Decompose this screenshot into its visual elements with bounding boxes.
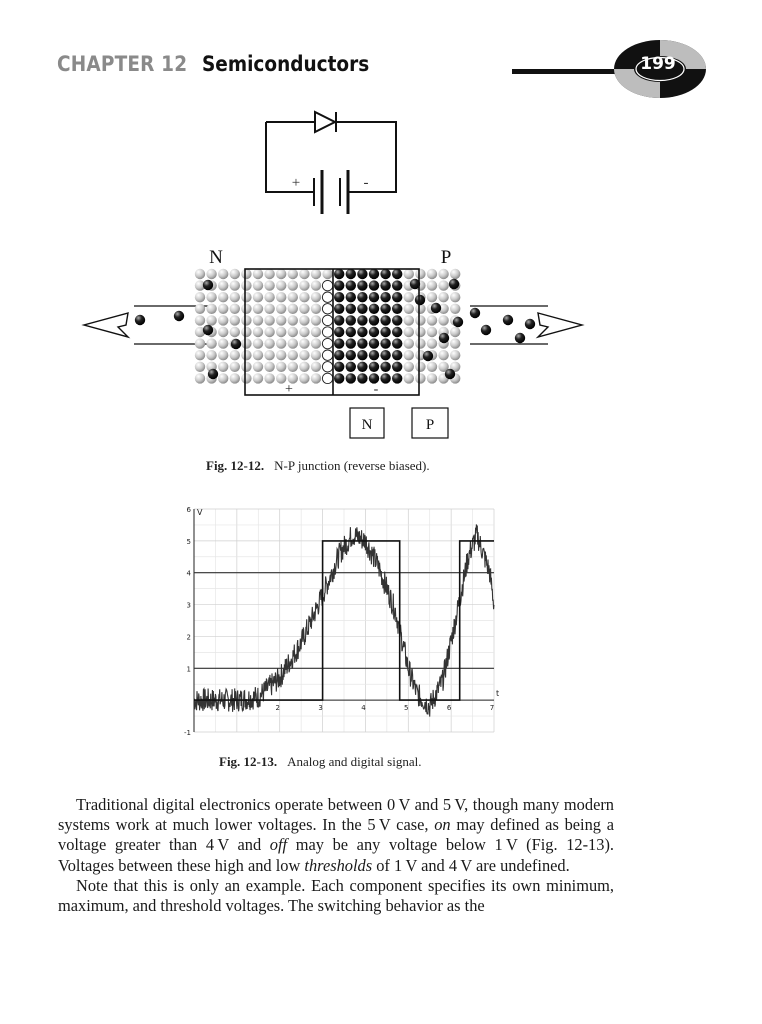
electron-ball [357, 338, 367, 348]
atom-ball [264, 327, 274, 337]
box-n-label: N [361, 417, 373, 433]
chart-ylabel: V [197, 508, 203, 517]
electron-ball [346, 315, 356, 325]
atom-ball [241, 315, 251, 325]
electron-ball [369, 280, 379, 290]
y-tick-label: 1 [186, 665, 191, 674]
electron-ball [334, 338, 344, 348]
electron-ball [346, 350, 356, 360]
electron-ball [392, 292, 402, 302]
electron-ball [423, 351, 433, 361]
electron-ball [453, 317, 463, 327]
atom-ball [218, 304, 228, 314]
electron-ball [334, 315, 344, 325]
atom-ball [264, 292, 274, 302]
atom-ball [299, 350, 309, 360]
atom-ball [218, 327, 228, 337]
atom-ball [195, 338, 205, 348]
electron-ball [439, 333, 449, 343]
electron-ball [503, 315, 513, 325]
electron-ball [369, 362, 379, 372]
electron-ball [392, 350, 402, 360]
p1-run-6: of 1 V and 4 V are undefined. [372, 855, 570, 875]
electron-ball [369, 338, 379, 348]
atom-ball [195, 269, 205, 279]
atom-ball [218, 338, 228, 348]
y-tick-label: 5 [186, 537, 191, 546]
electron-ball [334, 350, 344, 360]
hole-ball [322, 327, 332, 337]
electron-ball [357, 292, 367, 302]
atom-ball [288, 292, 298, 302]
electron-ball [380, 373, 390, 383]
atom-ball [253, 338, 263, 348]
atom-ball [195, 362, 205, 372]
electron-ball [369, 327, 379, 337]
hole-ball [322, 280, 332, 290]
electron-ball [334, 362, 344, 372]
electron-ball [380, 315, 390, 325]
analog-digital-chart [172, 500, 506, 738]
arrow-left-icon [84, 313, 128, 337]
x-tick-label: 5 [404, 704, 409, 713]
electron-ball [392, 362, 402, 372]
body-text [58, 795, 614, 916]
electron-ball [346, 362, 356, 372]
atom-ball [195, 373, 205, 383]
atom-ball [450, 350, 460, 360]
electron-ball [357, 280, 367, 290]
p1-run-3: off [269, 835, 288, 855]
atom-ball [299, 373, 309, 383]
atom-ball [299, 269, 309, 279]
atom-ball [438, 292, 448, 302]
hole-ball [322, 304, 332, 314]
atom-ball [195, 315, 205, 325]
electron-ball [346, 304, 356, 314]
atom-ball [276, 280, 286, 290]
x-tick-label: 7 [489, 704, 495, 713]
atom-ball [241, 304, 251, 314]
electron-ball [380, 362, 390, 372]
electron-ball [392, 304, 402, 314]
figure1-caption-text: N-P junction (reverse biased). [274, 458, 430, 473]
atom-ball [450, 327, 460, 337]
atom-ball [206, 315, 216, 325]
atom-ball [404, 350, 414, 360]
atom-ball [311, 327, 321, 337]
electron-ball [334, 327, 344, 337]
atom-ball [264, 269, 274, 279]
atom-ball [438, 280, 448, 290]
electron-ball [380, 280, 390, 290]
x-tick-label: 2 [275, 704, 280, 713]
atom-ball [253, 304, 263, 314]
electron-ball [445, 369, 455, 379]
atom-ball [276, 362, 286, 372]
atom-ball [253, 350, 263, 360]
electron-ball [203, 325, 213, 335]
atom-ball [299, 327, 309, 337]
diode-circuit [266, 112, 396, 214]
atom-ball [311, 373, 321, 383]
atom-ball [276, 292, 286, 302]
electron-ball [369, 292, 379, 302]
atom-ball [230, 304, 240, 314]
atom-ball [427, 269, 437, 279]
page-header [0, 0, 762, 100]
chart-xlabel: t [496, 689, 500, 699]
atom-ball [230, 373, 240, 383]
electron-ball [334, 304, 344, 314]
atom-ball [288, 280, 298, 290]
atom-ball [253, 292, 263, 302]
atom-ball [427, 292, 437, 302]
electron-ball [380, 269, 390, 279]
atom-ball [276, 338, 286, 348]
p1-run-1: on [434, 815, 451, 835]
atom-ball [438, 315, 448, 325]
atom-ball [288, 304, 298, 314]
atom-ball [404, 304, 414, 314]
page-number: 199 [640, 54, 676, 74]
electron-ball [357, 350, 367, 360]
atom-ball [230, 362, 240, 372]
atom-ball [264, 373, 274, 383]
y-tick-label: 2 [186, 633, 191, 642]
y-tick-label: 4 [186, 569, 191, 578]
atom-ball [195, 304, 205, 314]
atom-ball [206, 350, 216, 360]
atom-ball [311, 315, 321, 325]
p2-run-0: Note that this is only an example. Each component specifies its own minimum, maximum, and threshold voltages. The switching behavior as the [58, 875, 614, 916]
atom-ball [450, 338, 460, 348]
atom-ball [322, 269, 332, 279]
atom-ball [404, 338, 414, 348]
atom-ball [450, 292, 460, 302]
atom-ball [427, 373, 437, 383]
atom-ball [427, 327, 437, 337]
atom-ball [288, 362, 298, 372]
electron-ball [392, 315, 402, 325]
electron-ball [346, 292, 356, 302]
electron-ball [392, 338, 402, 348]
atom-ball [438, 269, 448, 279]
figure1-caption [206, 458, 430, 474]
electron-ball [357, 327, 367, 337]
electron-ball [334, 292, 344, 302]
atom-ball [288, 338, 298, 348]
atom-ball [206, 304, 216, 314]
atom-ball [311, 304, 321, 314]
atom-ball [311, 362, 321, 372]
atom-ball [206, 269, 216, 279]
atom-ball [427, 280, 437, 290]
electron-ball [380, 350, 390, 360]
atom-ball [241, 350, 251, 360]
figure2-caption [219, 754, 421, 770]
figure2-caption-label: Fig. 12-13. [219, 754, 278, 769]
atom-ball [404, 362, 414, 372]
electron-ball [470, 308, 480, 318]
atom-ball [218, 373, 228, 383]
x-tick-label: 6 [446, 704, 452, 713]
atom-ball [288, 327, 298, 337]
atom-ball [427, 362, 437, 372]
atom-ball [415, 373, 425, 383]
atom-ball [415, 362, 425, 372]
electron-ball [135, 315, 145, 325]
figure2-caption-text: Analog and digital signal. [287, 754, 422, 769]
electron-ball [346, 280, 356, 290]
electron-ball [346, 327, 356, 337]
atom-ball [415, 327, 425, 337]
atom-ball [218, 315, 228, 325]
atom-ball [218, 350, 228, 360]
atom-ball [311, 280, 321, 290]
atom-ball [195, 292, 205, 302]
y-tick-label: 3 [186, 601, 191, 610]
hole-ball [322, 362, 332, 372]
chapter-title: Semiconductors [202, 52, 370, 76]
atom-ball [404, 327, 414, 337]
atom-ball [450, 269, 460, 279]
electron-ball [334, 269, 344, 279]
atom-ball [218, 292, 228, 302]
atom-ball [230, 315, 240, 325]
atom-ball [206, 292, 216, 302]
label-p: P [440, 247, 452, 268]
p1-run-0: Traditional digital electronics operate between 0 V and 5 V, though many modern systems work at much lower voltages. In the 5 V case, [58, 795, 614, 835]
atom-ball [404, 373, 414, 383]
electron-ball [346, 338, 356, 348]
paragraph-2 [58, 876, 614, 916]
region-minus: - [373, 382, 379, 397]
atom-ball [299, 280, 309, 290]
atom-ball [241, 269, 251, 279]
atom-ball [311, 338, 321, 348]
atom-ball [450, 304, 460, 314]
electron-ball [392, 373, 402, 383]
atom-ball [253, 269, 263, 279]
x-tick-label: 3 [318, 704, 323, 713]
atom-ball [241, 292, 251, 302]
atom-ball [404, 315, 414, 325]
p1-run-4: may be any voltage below 1 V (Fig. 12-13). Voltages between these high and low [58, 835, 615, 875]
electron-ball [515, 333, 525, 343]
atom-ball [264, 362, 274, 372]
atom-ball [230, 327, 240, 337]
atom-ball [253, 315, 263, 325]
atom-ball [299, 304, 309, 314]
atom-ball [288, 315, 298, 325]
electron-ball [431, 303, 441, 313]
chapter-label: CHAPTER 12 [57, 52, 188, 76]
hole-ball [322, 338, 332, 348]
electron-ball [380, 338, 390, 348]
electron-ball [392, 269, 402, 279]
atom-ball [299, 315, 309, 325]
electron-ball [357, 362, 367, 372]
atom-ball [288, 269, 298, 279]
electron-ball [334, 280, 344, 290]
np-junction-figure [78, 108, 598, 444]
electron-ball [231, 339, 241, 349]
crystal-lattice [135, 269, 535, 384]
electron-ball [369, 304, 379, 314]
region-plus: + [285, 382, 293, 397]
atom-ball [311, 269, 321, 279]
atom-ball [276, 327, 286, 337]
atom-ball [276, 304, 286, 314]
atom-ball [404, 269, 414, 279]
atom-ball [415, 315, 425, 325]
electron-ball [369, 269, 379, 279]
atom-ball [241, 280, 251, 290]
atom-ball [276, 315, 286, 325]
x-tick-label: 4 [361, 704, 366, 713]
figure1-caption-label: Fig. 12-12. [206, 458, 265, 473]
atom-ball [253, 373, 263, 383]
atom-ball [264, 315, 274, 325]
atom-ball [253, 280, 263, 290]
box-p-label: P [425, 417, 435, 433]
electron-ball [449, 279, 459, 289]
y-tick-label: 6 [186, 506, 191, 514]
atom-ball [230, 269, 240, 279]
atom-ball [264, 350, 274, 360]
atom-ball [427, 338, 437, 348]
atom-ball [264, 280, 274, 290]
electron-ball [525, 319, 535, 329]
atom-ball [415, 269, 425, 279]
electron-ball [369, 350, 379, 360]
electron-ball [334, 373, 344, 383]
electron-ball [346, 269, 356, 279]
atom-ball [264, 338, 274, 348]
arrow-right-icon [538, 313, 582, 337]
atom-ball [218, 280, 228, 290]
p1-run-2: may defined as being a voltage greater than 4 V and [58, 815, 614, 855]
atom-ball [427, 315, 437, 325]
p1-run-5: thresholds [304, 855, 373, 875]
electron-ball [357, 373, 367, 383]
hole-ball [322, 315, 332, 325]
atom-ball [288, 350, 298, 360]
electron-ball [203, 280, 213, 290]
hole-ball [322, 292, 332, 302]
atom-ball [299, 338, 309, 348]
atom-ball [438, 350, 448, 360]
electron-ball [357, 269, 367, 279]
atom-ball [241, 338, 251, 348]
atom-ball [299, 362, 309, 372]
electron-ball [380, 292, 390, 302]
atom-ball [218, 269, 228, 279]
atom-ball [264, 304, 274, 314]
electron-ball [357, 304, 367, 314]
atom-ball [230, 350, 240, 360]
electron-ball [174, 311, 184, 321]
atom-ball [230, 292, 240, 302]
electron-ball [208, 369, 218, 379]
atom-ball [311, 292, 321, 302]
paragraph-1 [58, 795, 614, 876]
atom-ball [241, 327, 251, 337]
atom-ball [195, 350, 205, 360]
atom-ball [253, 362, 263, 372]
atom-ball [299, 292, 309, 302]
electron-ball [380, 304, 390, 314]
electron-ball [369, 315, 379, 325]
atom-ball [206, 338, 216, 348]
hole-ball [322, 373, 332, 383]
atom-ball [253, 327, 263, 337]
hole-ball [322, 350, 332, 360]
atom-ball [311, 350, 321, 360]
electron-ball [380, 327, 390, 337]
atom-ball [415, 338, 425, 348]
electron-ball [415, 295, 425, 305]
battery-minus: - [363, 175, 369, 191]
atom-ball [218, 362, 228, 372]
atom-ball [404, 292, 414, 302]
atom-ball [241, 362, 251, 372]
y-tick-label: -1 [184, 729, 191, 737]
electron-ball [357, 315, 367, 325]
electron-ball [392, 280, 402, 290]
electron-ball [346, 373, 356, 383]
electron-ball [392, 327, 402, 337]
electron-ball [481, 325, 491, 335]
label-n: N [209, 247, 223, 268]
atom-ball [276, 350, 286, 360]
atom-ball [276, 269, 286, 279]
atom-ball [241, 373, 251, 383]
battery-plus: + [291, 175, 301, 191]
atom-ball [230, 280, 240, 290]
